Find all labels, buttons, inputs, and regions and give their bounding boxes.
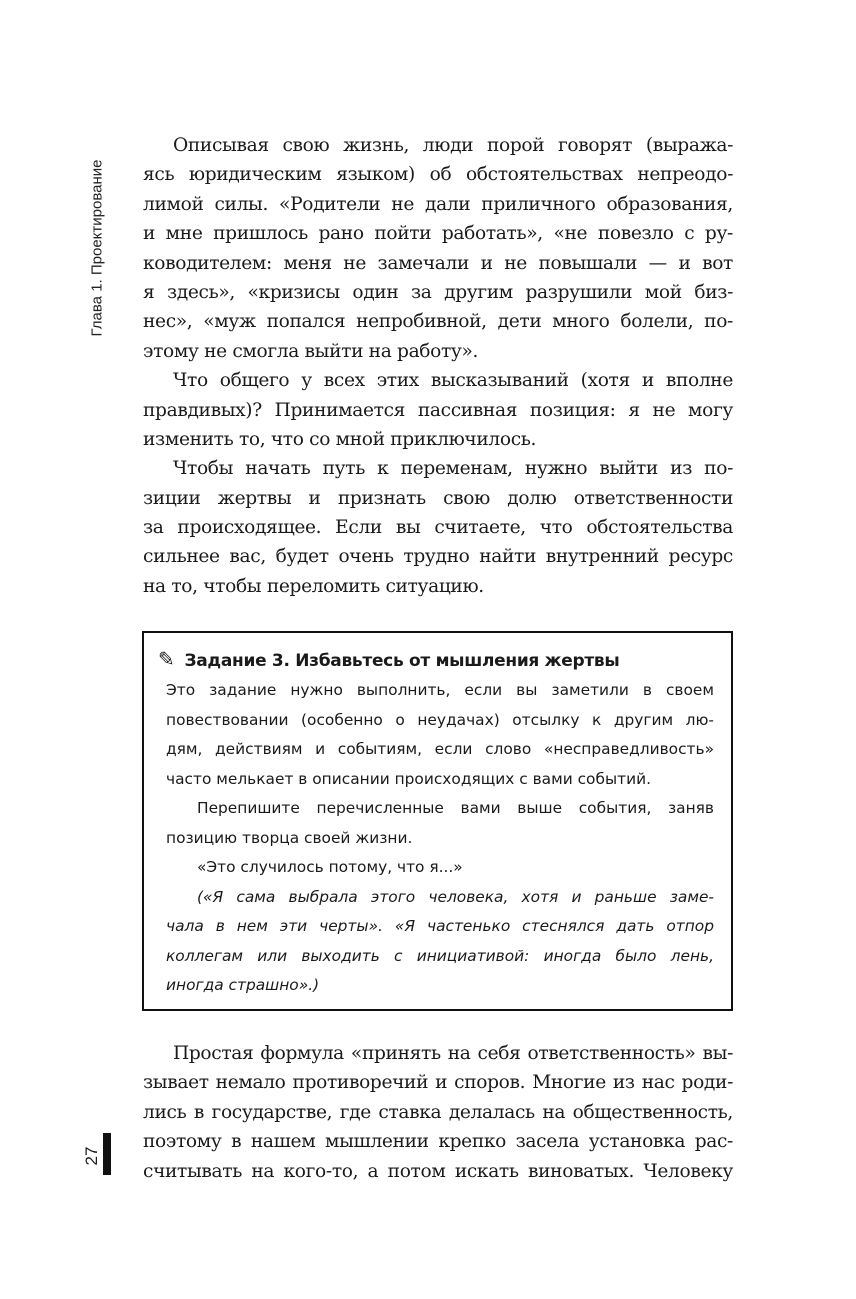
paragraph	[143, 366, 733, 454]
running-head: Глава 1. Проектирование	[88, 159, 106, 337]
task-body	[166, 676, 714, 1001]
text-line: правдивых)? Принимается пассивная позиция: я не могу	[143, 399, 733, 421]
task-title	[158, 647, 619, 671]
text-line: Это задание нужно выполнить, если вы заметили в своем	[166, 681, 714, 699]
text-line: Что общего у всех этих высказываний (хотя и вполне	[173, 370, 733, 392]
text-line: за происходящее. Если вы считаете, что обстоятельства	[143, 517, 733, 539]
text-line: позицию творца своей жизни.	[166, 828, 413, 847]
text-line: ководителем: меня не замечали и не повышали — и вот	[143, 252, 733, 274]
paragraph	[143, 131, 733, 366]
text-line: («Я сама выбрала этого человека, хотя и раньше заме-	[197, 887, 714, 906]
text-line: иногда страшно».)	[166, 976, 320, 994]
text-line: часто мелькает в описании происходящих с вами событий.	[166, 769, 651, 788]
text-line: я здесь», «кризисы один за другим разрушили мой биз-	[143, 281, 733, 303]
text-line: считывать на кого-то, а потом искать виноватых. Человеку	[143, 1160, 733, 1182]
body-text-bottom	[143, 1039, 733, 1186]
text-line: Чтобы начать путь к переменам, нужно выйти из по-	[173, 458, 733, 480]
text-line: сильнее вас, будет очень трудно найти внутренний ресурс	[143, 546, 733, 568]
text-line: ясь юридическим языком) об обстоятельствах непреодо-	[143, 164, 733, 186]
text-line: дям, действиям и событиям, если слово «несправедливость»	[166, 740, 714, 758]
task-title-text: Задание 3. Избавьтесь от мышления жертвы	[184, 651, 620, 671]
text-line: чала в нем эти черты». «Я частенько стеснялся дать отпор	[166, 917, 714, 935]
pencil-icon: ✎	[158, 647, 175, 671]
body-text-top	[143, 131, 733, 601]
text-line: зывает немало противоречий и споров. Многие из нас роди-	[143, 1072, 733, 1094]
text-line: повествовании (особенно о неудачах) отсылку к другим лю-	[166, 710, 714, 729]
text-line: и мне пришлось рано пойти работать», «не повезло с ру-	[143, 223, 733, 245]
text-line: Описывая свою жизнь, люди порой говорят (выража-	[173, 135, 733, 156]
text-line: изменить то, что со мной приключилось.	[143, 428, 537, 450]
text-line: Простая формула «принять на себя ответственность» вы-	[173, 1043, 733, 1064]
text-line: лимой силы. «Родители не дали приличного образования,	[143, 193, 733, 215]
paragraph	[143, 454, 733, 601]
text-line: нес», «муж попался непробивной, дети много болели, по-	[143, 311, 733, 333]
task-box	[142, 631, 733, 1011]
text-line: лись в государстве, где ставка делалась на общественность,	[143, 1101, 733, 1123]
page-number: 27	[82, 1146, 101, 1166]
text-line: поэтому в нашем мышлении крепко засела установка рас-	[143, 1131, 733, 1153]
text-line: на то, чтобы переломить ситуацию.	[143, 575, 484, 597]
text-line: зиции жертвы и признать свою долю ответственности	[143, 487, 733, 509]
text-line: Перепишите перечисленные вами выше события, заняв	[197, 799, 714, 817]
page-number-bar	[103, 1133, 111, 1175]
text-line: этому не смогла выйти на работу».	[143, 340, 479, 362]
text-line: «Это случилось потому, что я...»	[197, 858, 463, 876]
text-line: коллегам или выходить с инициативой: иногда было лень,	[166, 946, 714, 965]
